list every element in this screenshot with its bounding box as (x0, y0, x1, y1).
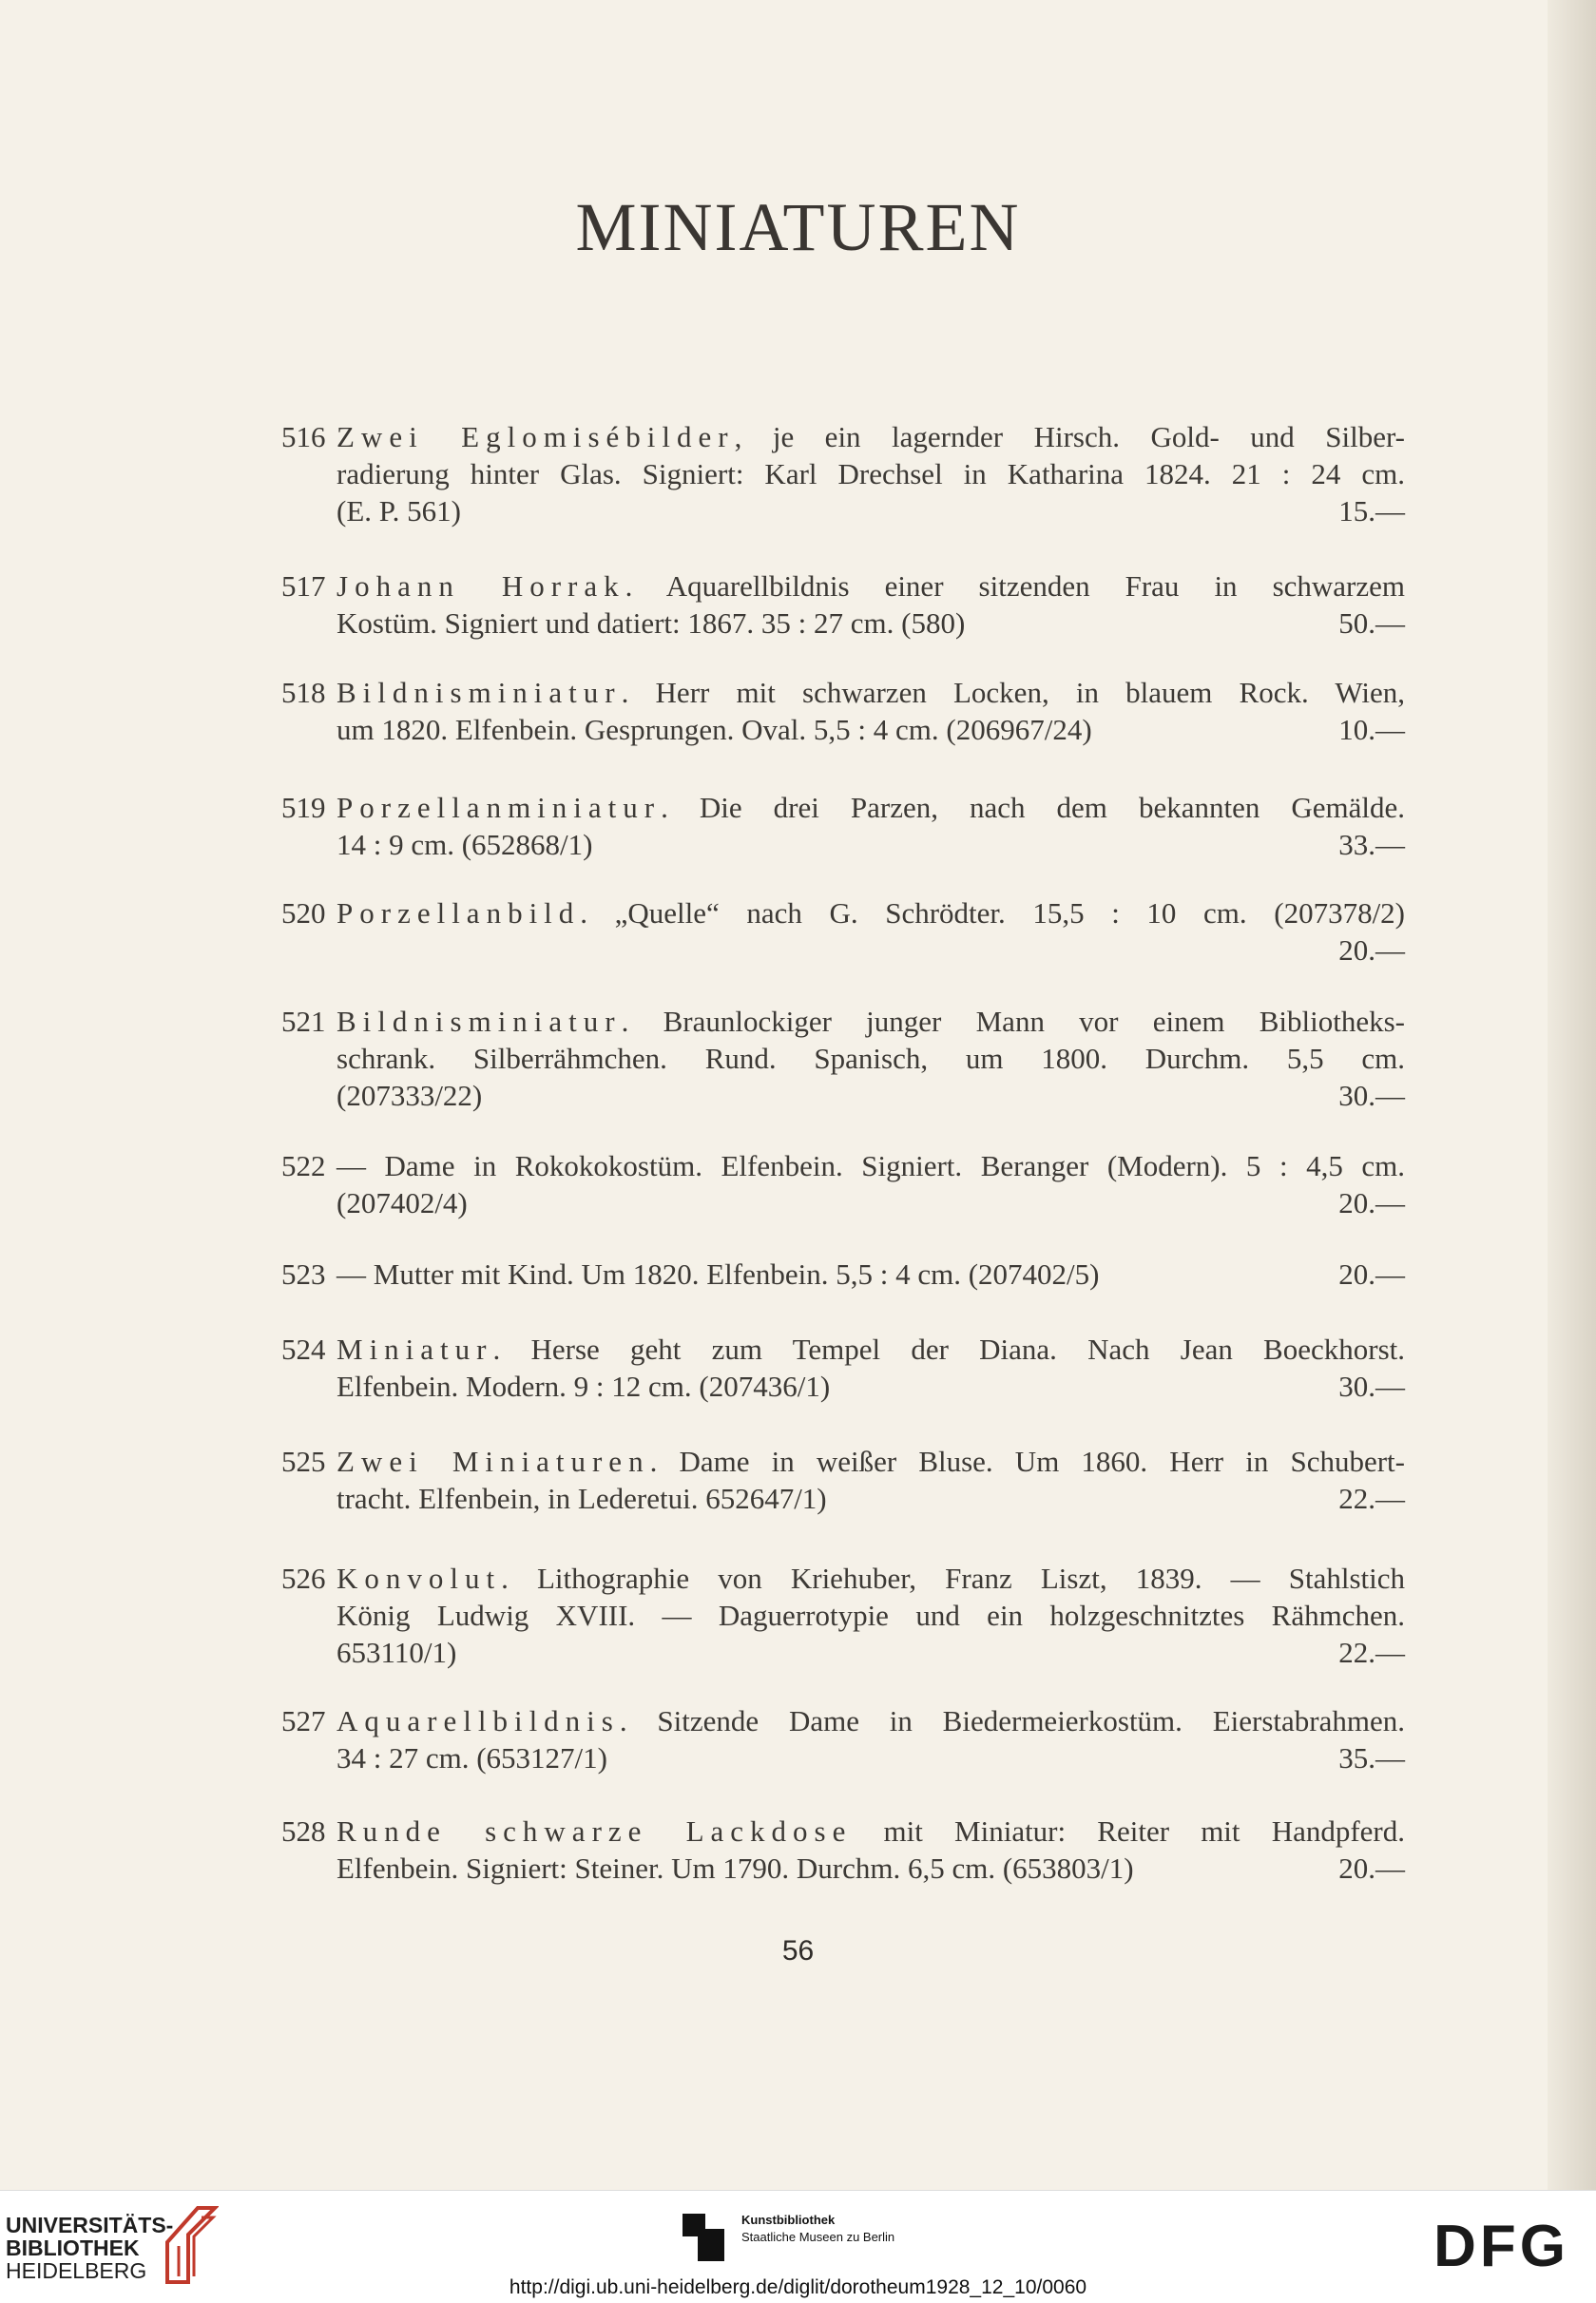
kunstbibliothek-logo-icon (681, 2208, 728, 2265)
entry-description: — Dame in Rokokokostüm. Elfenbein. Signiert. Beranger (Modern). 5 : 4,5 cm. (337, 1149, 1405, 1182)
entry-description: 653110/1) (337, 1636, 457, 1669)
entry-description: schrank. Silberrähmchen. Rund. Spanisch, um 1800. Durchm. 5,5 cm. (337, 1042, 1405, 1075)
entry-line (337, 789, 1405, 826)
entry-line (337, 605, 1405, 642)
entry-text (337, 418, 1405, 529)
entry-text (337, 789, 1405, 863)
entry-price: 22.— (1338, 1636, 1405, 1669)
entry-price: 20.— (1338, 933, 1405, 967)
ub-line-2: BIBLIOTHEK (6, 2236, 140, 2260)
catalog-entry (281, 674, 1405, 748)
entry-description: 14 : 9 cm. (652868/1) (337, 828, 593, 861)
entry-title: Porzellanbild (337, 896, 581, 930)
catalog-entry (281, 1147, 1405, 1221)
entry-line (337, 1813, 1405, 1850)
entry-description: König Ludwig XVIII. — Daguerrotypie und ein holzgeschnitztes Rähmchen. (337, 1599, 1405, 1632)
entry-text (337, 1443, 1405, 1517)
entry-description: , je ein lagernder Hirsch. Gold- und Silber- (734, 420, 1405, 453)
entry-line (337, 1702, 1405, 1739)
catalog-entry (281, 894, 1405, 969)
entry-title: Konvolut (337, 1562, 502, 1595)
entry-description: radierung hinter Glas. Signiert: Karl Drechsel in Katharina 1824. 21 : 24 cm. (337, 457, 1405, 490)
entry-title: Zwei Eglomisébilder (337, 420, 735, 453)
catalog-entry (281, 1443, 1405, 1517)
entry-line (337, 931, 1405, 969)
entry-description: (E. P. 561) (337, 494, 461, 528)
entry-description: . Lithographie von Kriehuber, Franz Liszt, 1839. — Stahlstich (501, 1562, 1405, 1595)
page-number: 56 (781, 1935, 815, 1967)
entry-description: Elfenbein. Modern. 9 : 12 cm. (207436/1) (337, 1370, 831, 1403)
entry-price: 30.— (1338, 1370, 1405, 1403)
ub-line-1: UNIVERSITÄTS- (6, 2213, 174, 2237)
ub-heidelberg-logo-icon (160, 2204, 219, 2286)
entry-price: 20.— (1338, 1852, 1405, 1885)
entry-line (337, 1634, 1405, 1671)
entry-line (337, 1003, 1405, 1040)
entry-description: . Herse geht zum Tempel der Diana. Nach Jean Boeckhorst. (492, 1333, 1405, 1366)
entry-description: (207333/22) (337, 1079, 483, 1112)
entry-line (337, 1184, 1405, 1221)
entry-line (337, 1077, 1405, 1114)
entry-text (337, 567, 1405, 642)
entry-description: 34 : 27 cm. (653127/1) (337, 1741, 607, 1775)
dfg-logo[interactable]: DFG (1433, 2214, 1569, 2279)
entry-number: 526 (281, 1562, 326, 1595)
entry-line (337, 1739, 1405, 1776)
entry-text (337, 894, 1405, 969)
entry-description: — Mutter mit Kind. Um 1820. Elfenbein. 5,5 : 4 cm. (207402/5) (337, 1257, 1100, 1291)
entry-number: 528 (281, 1814, 326, 1848)
entry-number: 527 (281, 1704, 326, 1737)
entry-description: . Aquarellbildnis einer sitzenden Frau in schwarzem (625, 569, 1405, 603)
entry-title: Zwei Miniaturen (337, 1445, 650, 1478)
entry-number: 524 (281, 1333, 326, 1366)
entry-description: . Herr mit schwarzen Locken, in blauem Rock. Wien, (621, 676, 1405, 709)
catalog-entry (281, 789, 1405, 863)
catalog-entry (281, 1702, 1405, 1776)
entry-price: 10.— (1338, 713, 1405, 746)
entry-line (337, 1850, 1405, 1887)
entry-title: Runde schwarze Lackdose (337, 1814, 853, 1848)
entry-line (337, 894, 1405, 931)
entry-description: Elfenbein. Signiert: Steiner. Um 1790. Durchm. 6,5 cm. (653803/1) (337, 1852, 1134, 1885)
entry-text (337, 1813, 1405, 1887)
entry-line (337, 1147, 1405, 1184)
entry-title: Johann Horrak (337, 569, 625, 603)
entry-description: . Braunlockiger junger Mann vor einem Bibliotheks- (621, 1005, 1405, 1038)
entry-description: . Die drei Parzen, nach dem bekannten Gemälde. (661, 791, 1405, 824)
entry-line (337, 826, 1405, 863)
catalog-entry (281, 418, 1405, 529)
page-edge-shadow (1548, 0, 1596, 2190)
entry-number: 517 (281, 569, 326, 603)
ub-heidelberg-logo-text[interactable] (6, 2214, 173, 2282)
permalink-url[interactable]: http://digi.ub.uni-heidelberg.de/diglit/dorotheum1928_12_10/0060 (509, 2276, 1087, 2298)
entry-description: um 1820. Elfenbein. Gesprungen. Oval. 5,5 : 4 cm. (206967/24) (337, 713, 1092, 746)
entry-number: 523 (281, 1257, 326, 1291)
catalog-entry (281, 1813, 1405, 1887)
kb-line-1: Kunstbibliothek (741, 2213, 836, 2227)
entry-text (337, 1256, 1405, 1293)
catalog-entry (281, 1331, 1405, 1405)
page-title: MINIATUREN (575, 189, 1021, 265)
entry-price: 20.— (1338, 1186, 1405, 1219)
entry-description: . Sitzende Dame in Biedermeierkostüm. Eierstabrahmen. (619, 1704, 1405, 1737)
entry-number: 518 (281, 676, 326, 709)
entry-line (337, 492, 1405, 529)
kb-line-2: Staatliche Museen zu Berlin (741, 2230, 895, 2244)
entry-price: 20.— (1338, 1257, 1405, 1291)
entry-description: (207402/4) (337, 1186, 468, 1219)
entry-text (337, 1147, 1405, 1221)
entry-text (337, 1702, 1405, 1776)
entry-text (337, 1003, 1405, 1114)
entry-price: 15.— (1338, 494, 1405, 528)
catalog-entry (281, 1256, 1405, 1293)
entry-description: tracht. Elfenbein, in Lederetui. 652647/1) (337, 1482, 827, 1515)
entry-line (337, 1597, 1405, 1634)
entry-description: . Dame in weißer Bluse. Um 1860. Herr in Schubert- (649, 1445, 1405, 1478)
entry-line (337, 418, 1405, 455)
entry-number: 525 (281, 1445, 326, 1478)
entry-price: 22.— (1338, 1482, 1405, 1515)
entry-title: Porzellanminiatur (337, 791, 662, 824)
entry-description: mit Miniatur: Reiter mit Handpferd. (852, 1814, 1405, 1848)
entry-line (337, 1331, 1405, 1368)
entry-line (337, 711, 1405, 748)
entry-description: Kostüm. Signiert und datiert: 1867. 35 : 27 cm. (580) (337, 606, 966, 640)
entry-text (337, 674, 1405, 748)
entry-line (337, 1480, 1405, 1517)
entry-price: 33.— (1338, 828, 1405, 861)
entry-number: 522 (281, 1149, 326, 1182)
ub-line-3: HEIDELBERG (6, 2258, 147, 2283)
entry-title: Bildnisminiatur (337, 676, 622, 709)
entry-line (337, 1368, 1405, 1405)
viewer-footer (0, 2190, 1596, 2303)
catalog-entry (281, 1003, 1405, 1114)
entry-number: 519 (281, 791, 326, 824)
entry-description (337, 933, 344, 967)
entry-line (337, 567, 1405, 605)
entry-line (337, 674, 1405, 711)
entry-line (337, 1256, 1405, 1293)
entry-line (337, 1443, 1405, 1480)
entry-text (337, 1331, 1405, 1405)
entry-price: 35.— (1338, 1741, 1405, 1775)
entry-price: 50.— (1338, 606, 1405, 640)
catalog-entry (281, 1560, 1405, 1671)
entry-price: 30.— (1338, 1079, 1405, 1112)
kunstbibliothek-logo-text[interactable] (741, 2212, 894, 2246)
entry-description: . „Quelle“ nach G. Schrödter. 15,5 : 10 cm. (207378/2) (580, 896, 1405, 930)
entry-line (337, 455, 1405, 492)
entry-number: 516 (281, 420, 326, 453)
entry-number: 520 (281, 896, 326, 930)
catalog-entry (281, 567, 1405, 642)
entry-title: Miniatur (337, 1333, 493, 1366)
entry-line (337, 1560, 1405, 1597)
entry-title: Bildnisminiatur (337, 1005, 622, 1038)
entry-number: 521 (281, 1005, 326, 1038)
entry-text (337, 1560, 1405, 1671)
entry-title: Aquarellbildnis (337, 1704, 620, 1737)
entry-line (337, 1040, 1405, 1077)
